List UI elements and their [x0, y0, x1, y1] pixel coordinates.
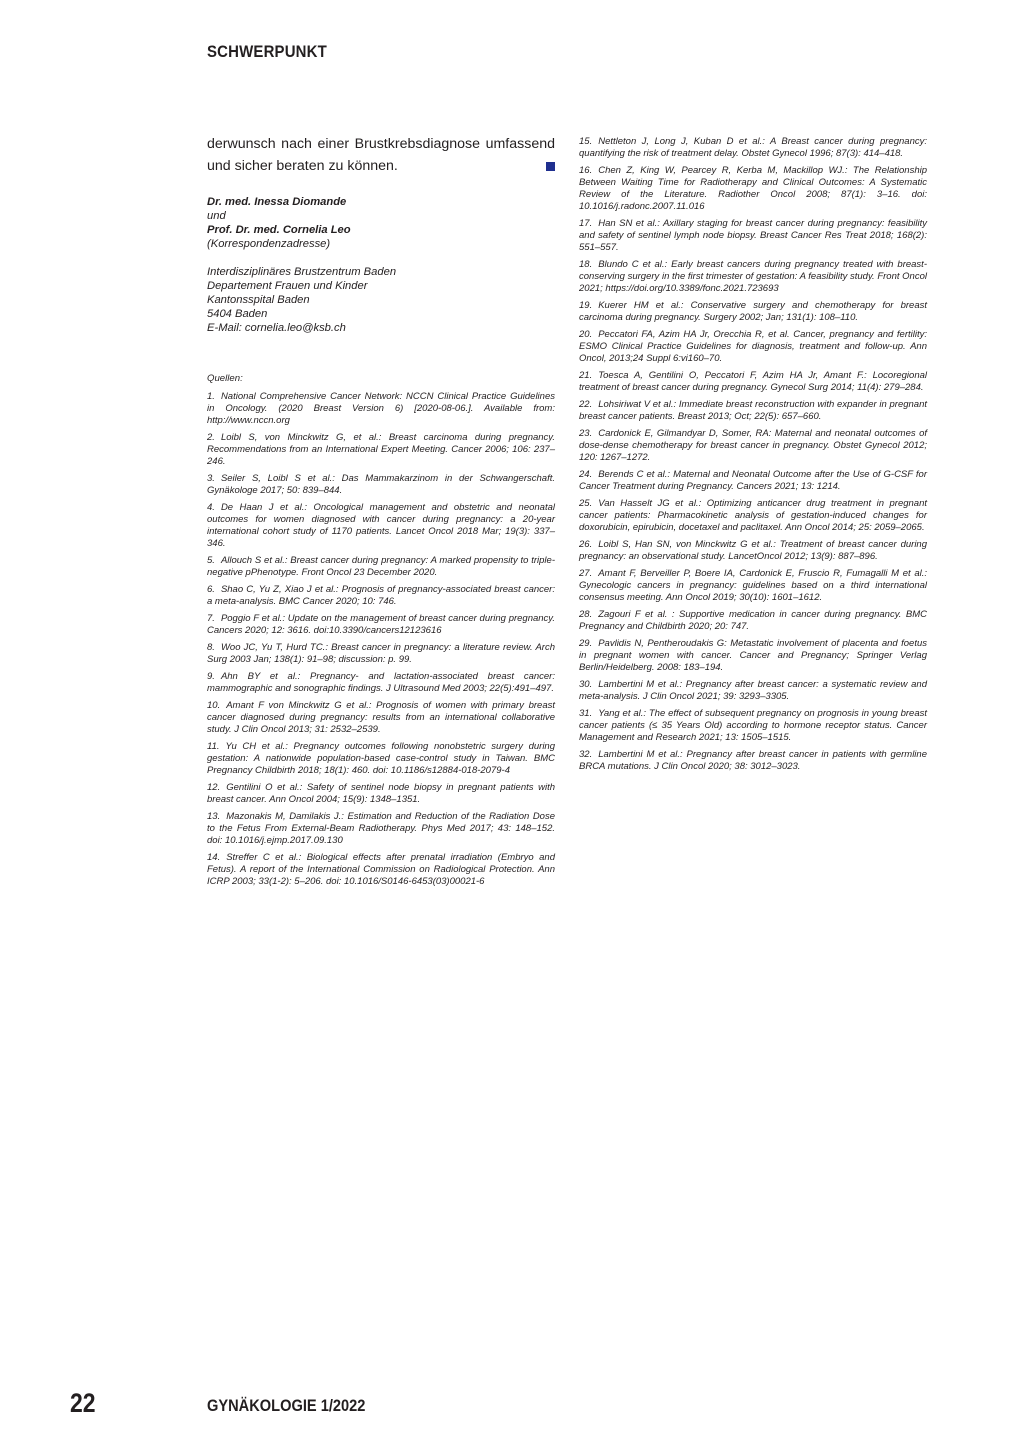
reference-item	[207, 671, 555, 695]
reference-number: 19.	[579, 300, 593, 311]
reference-item	[579, 136, 927, 160]
reference-item	[579, 679, 927, 703]
reference-number: 31.	[579, 708, 593, 719]
reference-number: 6.	[207, 584, 215, 595]
reference-text: Nettleton J, Long J, Kuban D et al.: A Breast cancer during pregnancy: quantifying the risk of treatment delay. Obstet Gynecol 1996; 87(3): 414–418.	[579, 136, 927, 159]
reference-item	[579, 218, 927, 254]
reference-item	[579, 329, 927, 365]
reference-text: Lohsiriwat V et al.: Immediate breast reconstruction with expander in pregnant breast cancer patients. Breast 2013; Oct; 22(5): 657–660.	[579, 399, 927, 422]
author-block	[207, 195, 555, 251]
reference-item	[579, 370, 927, 394]
reference-number: 5.	[207, 555, 215, 566]
reference-item	[579, 708, 927, 744]
address-line: Interdisziplinäres Brustzentrum Baden	[207, 266, 397, 278]
reference-number: 14.	[207, 852, 221, 863]
reference-number: 32.	[579, 749, 593, 760]
reference-item	[207, 473, 555, 497]
reference-text: Seiler S, Loibl S et al.: Das Mammakarzinom in der Schwangerschaft. Gynäkologe 2017; 50: 839–844.	[207, 473, 555, 496]
reference-text: Streffer C et al.: Biological effects after prenatal irradiation (Embryo and Fetus). A report of the International Commission on Radiological Protection. Ann ICRP 2003; 33(1-2): 5–206. doi: 10.1016/S0146-6453(03)00021-6	[207, 852, 555, 887]
address-line: Departement Frauen und Kinder	[207, 280, 368, 292]
reference-list-left	[207, 391, 555, 888]
left-column	[207, 133, 555, 893]
reference-item	[579, 469, 927, 493]
section-label: SCHWERPUNKT	[207, 42, 327, 61]
page-number: 22	[70, 1388, 96, 1418]
reference-text: Toesca A, Gentilini O, Peccatori F, Azim HA Jr, Amant F.: Locoregional treatment of breast cancer during pregnancy. Gynecol Surg 2014; 11(4): 279–284.	[579, 370, 927, 393]
reference-number: 20.	[579, 329, 593, 340]
reference-item	[579, 498, 927, 534]
correspondence-note: (Korrespondenzadresse)	[207, 238, 331, 250]
address-line: Kantonsspital Baden	[207, 294, 310, 306]
reference-number: 1.	[207, 391, 215, 402]
reference-number: 26.	[579, 539, 593, 550]
reference-text: Peccatori FA, Azim HA Jr, Orecchia R, et al. Cancer, pregnancy and fertility: ESMO Clinical Practice Guidelines for diagnosis, treatment and follow-up. Ann Oncol, 2013;24 Suppl 6:vi160–70.	[579, 329, 927, 364]
reference-number: 17.	[579, 218, 593, 229]
journal-issue: GYNÄKOLOGIE 1/2022	[207, 1396, 366, 1415]
reference-text: Amant F, Berveiller P, Boere IA, Cardonick E, Fruscio R, Fumagalli M et al.: Gynecologic cancers in pregnancy: guidelines based on a third international consensus meeting. Ann Oncol 2019; 30(10): 1601–1612.	[579, 568, 927, 603]
reference-number: 3.	[207, 473, 215, 484]
reference-item	[579, 609, 927, 633]
reference-number: 7.	[207, 613, 215, 624]
reference-text: Loibl S, Han SN, von Minckwitz G et al.: Treatment of breast cancer during pregnancy: an observational study. LancetOncol 2012; 13(9): 887–896.	[579, 539, 927, 562]
reference-text: Gentilini O et al.: Safety of sentinel node biopsy in pregnant patients with breast cancer. Ann Oncol 2004; 15(9): 1348–1351.	[207, 782, 555, 805]
reference-number: 16.	[579, 165, 593, 176]
reference-item	[207, 613, 555, 637]
lead-paragraph	[207, 133, 555, 177]
email-line: E-Mail: cornelia.leo@ksb.ch	[207, 322, 346, 334]
reference-list-right	[579, 136, 927, 773]
reference-number: 4.	[207, 502, 215, 513]
reference-item	[207, 782, 555, 806]
reference-text: Yu CH et al.: Pregnancy outcomes following nonobstetric surgery during gestation: A nationwide population-based case-control study in Taiwan. BMC Pregnancy Childbirth 2018; 18(1): 460. doi: 10.1186/s12884-018-2079-4	[207, 741, 555, 776]
reference-text: Woo JC, Yu T, Hurd TC.: Breast cancer in pregnancy: a literature review. Arch Surg 2003 Jan; 138(1): 91–98; discussion: p. 99.	[207, 642, 555, 665]
sources-heading: Quellen:	[207, 373, 243, 384]
reference-number: 15.	[579, 136, 593, 147]
reference-item	[579, 568, 927, 604]
reference-number: 22.	[579, 399, 593, 410]
reference-text: De Haan J et al.: Oncological management and obstetric and neonatal outcomes for women diagnosed with cancer during pregnancy: a 20-year international cohort study of 1170 patients. Lancet Oncol 2018 Mar; 19(3): 337–346.	[207, 502, 555, 549]
reference-number: 21.	[579, 370, 593, 381]
reference-number: 28.	[579, 609, 593, 620]
reference-item	[207, 741, 555, 777]
author-connector: und	[207, 210, 226, 222]
reference-item	[579, 399, 927, 423]
reference-text: Van Hasselt JG et al.: Optimizing anticancer drug treatment in pregnant cancer patients: Pharmacokinetic analysis of gestation-induced changes for doxorubicin, epirubicin, docetaxel and paclitaxel. Ann Oncol 2014; 25: 2059–2065.	[579, 498, 927, 533]
reference-item	[579, 300, 927, 324]
reference-number: 2.	[207, 432, 215, 443]
reference-text: Han SN et al.: Axillary staging for breast cancer during pregnancy: feasibility and safety of sentinel lymph node biopsy. Breast Cancer Res Treat 2018; 168(2): 551–557.	[579, 218, 927, 253]
reference-number: 29.	[579, 638, 593, 649]
reference-item	[579, 539, 927, 563]
reference-text: National Comprehensive Cancer Network: NCCN Clinical Practice Guidelines in Oncology. (2020 Breast Version 6) [2020-08-06.]. Available from: http://www.nccn.org	[207, 391, 555, 426]
reference-text: Blundo C et al.: Early breast cancers during pregnancy treated with breast-conserving surgery in the first trimester of gestation: A feasibility study. Front Oncol 2021; https://doi.org/10.3389/fonc.2021.723693	[579, 259, 927, 294]
reference-item	[579, 165, 927, 213]
reference-text: Ahn BY et al.: Pregnancy- and lactation-associated breast cancer: mammographic and sonographic findings. J Ultrasound Med 2003; 22(5):491–497.	[207, 671, 555, 694]
reference-text: Shao C, Yu Z, Xiao J et al.: Prognosis of pregnancy-associated breast cancer: a meta-analysis. BMC Cancer 2020; 10: 746.	[207, 584, 555, 607]
reference-item	[207, 584, 555, 608]
author-name: Dr. med. Inessa Diomande	[207, 196, 347, 208]
right-column	[579, 136, 927, 778]
reference-text: Berends C et al.: Maternal and Neonatal Outcome after the Use of G-CSF for Cancer Treatment during Pregnancy. Cancers 2021; 13: 1214.	[579, 469, 927, 492]
reference-text: Zagouri F et al. : Supportive medication in cancer during pregnancy. BMC Pregnancy and Childbirth 2020; 20: 747.	[579, 609, 927, 632]
reference-text: Kuerer HM et al.: Conservative surgery and chemotherapy for breast carcinoma during pregnancy. Surgery 2002; Jan; 131(1): 108–110.	[579, 300, 927, 323]
reference-item	[207, 555, 555, 579]
reference-number: 11.	[207, 741, 220, 752]
reference-text: Loibl S, von Minckwitz G, et al.: Breast carcinoma during pregnancy. Recommendations from an International Expert Meeting. Cancer 2006; 106: 237–246.	[207, 432, 555, 467]
reference-item	[207, 391, 555, 427]
reference-item	[579, 749, 927, 773]
article-end-mark-icon	[546, 162, 555, 171]
reference-item	[207, 811, 555, 847]
reference-text: Amant F von Minckwitz G et al.: Prognosis of women with primary breast cancer diagnosed during pregnancy: results from an international collaborative study. J Clin Oncol 2013; 31: 2532–2539.	[207, 700, 555, 735]
reference-number: 30.	[579, 679, 593, 690]
reference-text: Allouch S et al.: Breast cancer during pregnancy: A marked propensity to triple-negative pPhenotype. Front Oncol 23 December 2020.	[207, 555, 555, 578]
reference-item	[207, 432, 555, 468]
lead-text: derwunsch nach einer Brustkrebsdiagnose umfassend und sicher beraten zu können.	[207, 136, 555, 174]
reference-text: Cardonick E, Gilmandyar D, Somer, RA: Maternal and neonatal outcomes of dose-dense chemotherapy for breast cancer in pregnancy. Obstet Gynecol 2012; 120: 1267–1272.	[579, 428, 927, 463]
reference-item	[207, 642, 555, 666]
reference-item	[207, 852, 555, 888]
reference-item	[579, 259, 927, 295]
reference-number: 24.	[579, 469, 593, 480]
reference-text: Chen Z, King W, Pearcey R, Kerba M, Mackillop WJ.: The Relationship Between Waiting Time for Radiotherapy and Clinical Outcomes: A Systematic Review of the Literature. Radiother Oncol 2008; 87(1): 3–16. doi: 10.1016/j.radonc.2007.11.016	[579, 165, 927, 212]
reference-text: Mazonakis M, Damilakis J.: Estimation and Reduction of the Radiation Dose to the Fetus From External-Beam Radiotherapy. Phys Med 2017; 43: 148–152. doi: 10.1016/j.ejmp.2017.09.130	[207, 811, 555, 846]
reference-item	[579, 428, 927, 464]
reference-number: 23.	[579, 428, 593, 439]
author-name: Prof. Dr. med. Cornelia Leo	[207, 224, 351, 236]
reference-text: Yang et al.: The effect of subsequent pregnancy on prognosis in young breast cancer patients (≤ 35 Years Old) according to hormone receptor status. Cancer Management and Research 2021; 13: 1505–1515.	[579, 708, 927, 743]
reference-text: Lambertini M et al.: Pregnancy after breast cancer: a systematic review and meta-analysis. J Clin Oncol 2021; 39: 3293–3305.	[579, 679, 927, 702]
reference-number: 27.	[579, 568, 593, 579]
address-line: 5404 Baden	[207, 308, 268, 320]
reference-number: 8.	[207, 642, 215, 653]
address-block	[207, 265, 555, 335]
reference-number: 12.	[207, 782, 221, 793]
reference-number: 18.	[579, 259, 593, 270]
reference-item	[207, 700, 555, 736]
reference-text: Pavlidis N, Pentheroudakis G: Metastatic involvement of placenta and foetus in pregnant women with cancer. Cancer and Pregnancy; Springer Verlag Berlin/Heidelberg. 2008: 183–194.	[579, 638, 927, 673]
reference-item	[207, 502, 555, 550]
reference-number: 9.	[207, 671, 215, 682]
reference-number: 25.	[579, 498, 593, 509]
reference-number: 10.	[207, 700, 221, 711]
reference-number: 13.	[207, 811, 221, 822]
reference-text: Lambertini M et al.: Pregnancy after breast cancer in patients with germline BRCA mutations. J Clin Oncol 2020; 38: 3012–3023.	[579, 749, 927, 772]
reference-item	[579, 638, 927, 674]
reference-text: Poggio F et al.: Update on the management of breast cancer during pregnancy. Cancers 2020; 12: 3616. doi:10.3390/cancers12123616	[207, 613, 555, 636]
